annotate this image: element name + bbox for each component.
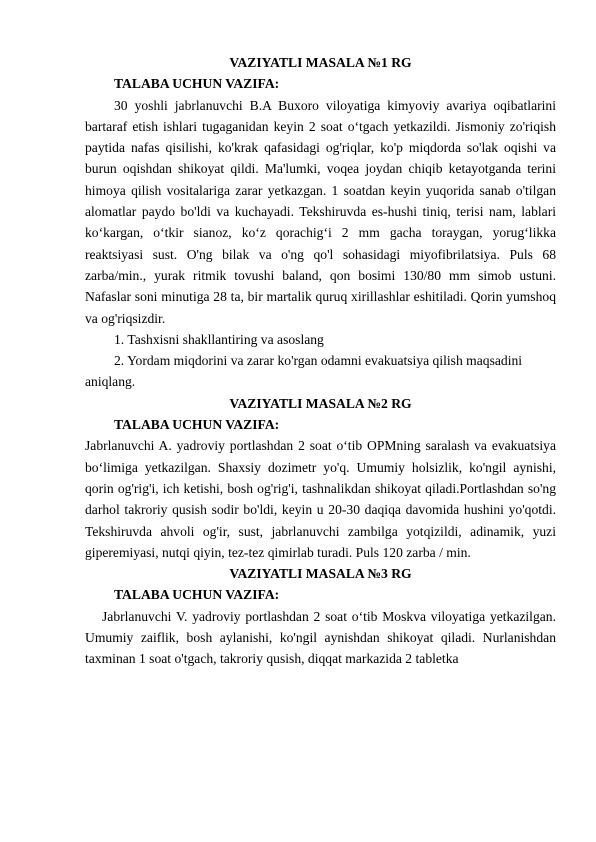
problem-1-text: 30 yoshli jabrlanuvchi B.A Buxoro viloyatiga kimyoviy avariya oqibatlarini bartaraf etish ishlari tugaganidan keyin 2 soat o‘tgach yetkazildi. Jismoniy zo'riqish paytida nafas qisilishi, ko'krak qafasidagi og'riqlar, ko'p miqdorda so'lak oqishi va burun oqishdan shikoyat qildi. Ma'lumki, voqea joydan chiqib ketayotganda terini himoya qilish vositalariga zarar yetkazgan. 1 soatdan keyin yuqorida sanab o'tilgan alomatlar paydo bo'ldi va kuchayadi. Tekshiruvda es-hushi tiniq, terisi nam, lablari ko‘kargan, o‘tkir sianoz, ko‘z qorachig‘i 2 mm gacha toraygan, yorug‘likka reaktsiyasi sust. O'ng bilak va o'ng qo'l sohasidagi miyofibrilatsiya. Puls 68 zarba/min., yurak ritmik tovushi baland, qon bosimi 130/80 mm simob ustuni. Nafaslar soni minutiga 28 ta, bir martalik quruq xirillashlar eshitiladi. Qorin yumshoq va og'riqsizdir. (85, 97, 556, 326)
problem-1-task-label: TALABA UCHUN VAZIFA: (114, 76, 280, 92)
problem-3-title: VAZIYATLI MASALA №3 RG (229, 566, 412, 582)
problem-1-title: VAZIYATLI MASALA №1 RG (229, 55, 412, 70)
problem-1-question-2: 2. Yordam miqdorini va zarar ko'rgan odamni evakuatsiya qilish maqsadini aniqlang. (85, 353, 523, 390)
problem-2-text: Jabrlanuvchi A. yadroviy portlashdan 2 soat o‘tib OPMning saralash va evakuatsiya bo‘limiga yetkazilgan. Shaxsiy dozimetr yo'q. Umumiy holsizlik, ko'ngil aynishi, qorin og'rig'i, ich ketishi, bosh og'rig'i, tashnalikdan shikoyat qiladi.Portlashdan so'ng darhol takroriy qusish sodir bo'ldi, keyin u 20-30 daqiqa davomida hushini yo'qotdi. Tekshiruvda ahvoli og'ir, sust, jabrlanuvchi zambilga yotqizildi, adinamik, yuzi giperemiyasi, nutqi qiyin, tez-tez qimirlab turadi. Puls 120 zarba / min. (85, 438, 556, 560)
problem-3-task-label: TALABA UCHUN VAZIFA: (114, 587, 280, 603)
problem-1-question-1: 1. Tashxisni shakllantiring va asoslang (114, 331, 324, 347)
problem-2-task-label: TALABA UCHUN VAZIFA: (114, 417, 280, 433)
problem-2-title: VAZIYATLI MASALA №2 RG (229, 395, 412, 411)
problem-3-text: Jabrlanuvchi V. yadroviy portlashdan 2 soat o‘tib Moskva viloyatiga yetkazilgan. Umumiy zaiflik, bosh aylanishi, ko'ngil aynishdan shikoyat qiladi. Nurlanishdan taxminan 1 soat o'tgach, takroriy qusish, diqqat markazida 2 tabletka (85, 608, 556, 667)
document-page (85, 52, 556, 670)
